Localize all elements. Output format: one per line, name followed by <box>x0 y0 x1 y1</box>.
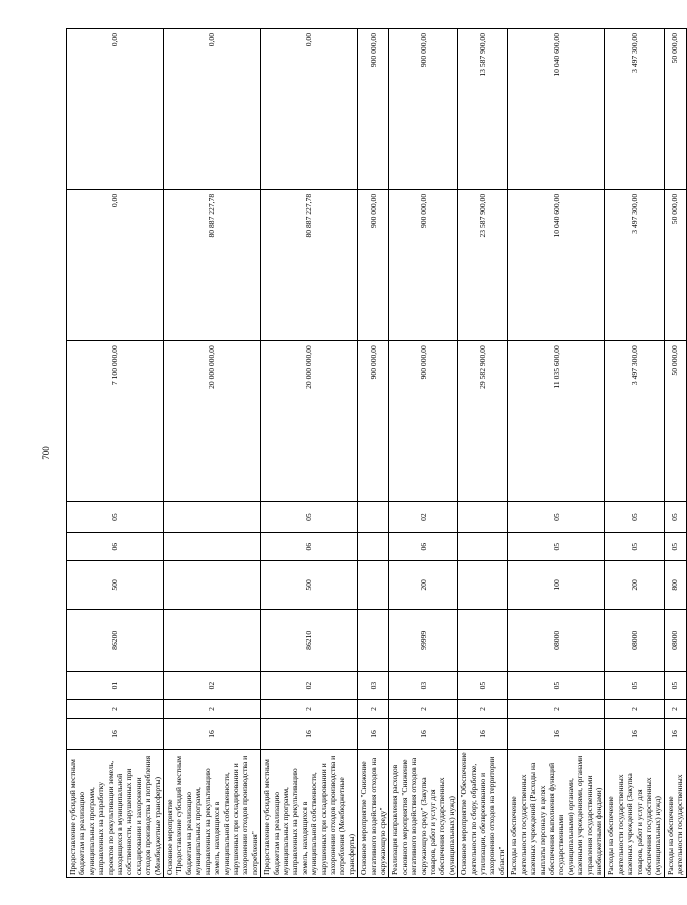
item-name-cell: Предоставление субсидий местным бюджетам на реализацию муниципальных программ, направленных на рекультивацию земель, находящихся в муниципальной собственности, нарушенных при складировании и захоронении отходов производства и потребления (Межбюджетные трансферты) <box>261 750 358 878</box>
code-cell: 200 <box>605 561 664 609</box>
item-name-cell: Реализация направления расходов основного мероприятия "Снижение негативного воздействия отходов на окружающую среду" (Закупка товаров, работ и услуг для обеспечения государственных (муниципальных) нужд) <box>389 750 458 878</box>
amount-cell: 10 040 600,00 <box>508 189 605 340</box>
code-cell: 16 <box>605 718 664 749</box>
code-cell: 03 <box>389 672 458 700</box>
code-cell: 500 <box>67 561 164 609</box>
code-cell: 16 <box>389 718 458 749</box>
item-name-cell: Расходы на обеспечение деятельности государственных казенных учреждений (Закупка товаров, работ и услуг для обеспечения государственных (муниципальных) нужд) <box>605 750 664 878</box>
code-cell: 16 <box>508 718 605 749</box>
code-cell <box>458 533 508 561</box>
code-cell <box>358 609 389 671</box>
code-cell: 86210 <box>261 609 358 671</box>
table-viewport <box>66 28 685 878</box>
code-cell: 05 <box>508 533 605 561</box>
code-cell: 2 <box>508 700 605 719</box>
code-cell <box>358 561 389 609</box>
code-cell: 02 <box>389 501 458 532</box>
code-cell: 05 <box>67 501 164 532</box>
code-cell: 86200 <box>67 609 164 671</box>
code-cell: 2 <box>664 700 686 719</box>
amount-cell: 900 000,00 <box>389 341 458 502</box>
code-cell: 05 <box>605 672 664 700</box>
code-cell: 01 <box>67 672 164 700</box>
amount-cell: 50 000,00 <box>664 341 686 502</box>
code-cell: 16 <box>358 718 389 749</box>
amount-cell: 3 497 300,00 <box>605 189 664 340</box>
code-cell: 200 <box>389 561 458 609</box>
amount-cell: 900 000,00 <box>358 189 389 340</box>
table-row <box>605 29 664 878</box>
code-cell <box>164 561 261 609</box>
amount-cell: 11 035 600,00 <box>508 341 605 502</box>
amount-cell: 80 887 227,78 <box>261 189 358 340</box>
item-name-cell: Предоставление субсидий местным бюджетам на реализацию муниципальных программ, направленных на разработку проектов по рекультивации земель, находящихся в муниципальной собственности, нарушенных при складировании и захоронении отходов производства и потребления (Межбюджетные трансферты) <box>67 750 164 878</box>
code-cell: 2 <box>261 700 358 719</box>
code-cell: 16 <box>261 718 358 749</box>
table-row <box>458 29 508 878</box>
code-cell <box>164 501 261 532</box>
code-cell: 08000 <box>605 609 664 671</box>
amount-cell: 900 000,00 <box>389 189 458 340</box>
code-cell <box>458 501 508 532</box>
code-cell: 05 <box>261 501 358 532</box>
amount-cell: 50 000,00 <box>664 189 686 340</box>
code-cell: 03 <box>358 672 389 700</box>
code-cell: 02 <box>261 672 358 700</box>
item-name-cell: Основное мероприятие "Снижение негативного воздействия отходов на окружающую среду" <box>358 750 389 878</box>
table-row <box>664 29 686 878</box>
amount-cell: 900 000,00 <box>389 29 458 190</box>
page-number: 700 <box>41 446 51 460</box>
amount-cell: 13 587 900,00 <box>458 29 508 190</box>
item-name-cell: Основное мероприятие "Предоставление субсидий местным бюджетам на реализацию муниципальных программ, направленных на рекультивацию земель, находящихся в муниципальной собственности, нарушенных при складировании и захоронении отходов производства и потребления" <box>164 750 261 878</box>
code-cell: 05 <box>664 533 686 561</box>
amount-cell: 29 582 900,00 <box>458 341 508 502</box>
code-cell: 02 <box>164 672 261 700</box>
code-cell <box>458 561 508 609</box>
table-row <box>67 29 164 878</box>
amount-cell: 7 100 000,00 <box>67 341 164 502</box>
amount-cell: 3 497 300,00 <box>605 341 664 502</box>
amount-cell: 23 587 900,00 <box>458 189 508 340</box>
amount-cell: 10 040 600,00 <box>508 29 605 190</box>
code-cell: 2 <box>358 700 389 719</box>
code-cell: 16 <box>67 718 164 749</box>
item-name-cell: Расходы на обеспечение деятельности государственных казенных учреждений (Расходы на выплаты персоналу в целях обеспечения выполнения функций государственными (муниципальными) органами, казенными учреждениями, органами управления государственными внебюджетными фондами) <box>508 750 605 878</box>
code-cell <box>458 609 508 671</box>
amount-cell: 20 000 000,00 <box>164 341 261 502</box>
table-row <box>261 29 358 878</box>
code-cell: 500 <box>261 561 358 609</box>
amount-cell: 20 000 000,00 <box>261 341 358 502</box>
table-body <box>67 29 687 878</box>
code-cell: 2 <box>605 700 664 719</box>
code-cell <box>358 533 389 561</box>
code-cell: 05 <box>508 672 605 700</box>
amount-cell: 900 000,00 <box>358 341 389 502</box>
amount-cell: 0,00 <box>67 29 164 190</box>
code-cell: 16 <box>458 718 508 749</box>
code-cell: 05 <box>458 672 508 700</box>
code-cell: 06 <box>389 533 458 561</box>
table-row <box>389 29 458 878</box>
code-cell: 05 <box>664 501 686 532</box>
code-cell <box>164 609 261 671</box>
code-cell <box>164 533 261 561</box>
code-cell: 06 <box>261 533 358 561</box>
code-cell: 100 <box>508 561 605 609</box>
amount-cell: 50 000,00 <box>664 29 686 190</box>
budget-table <box>66 28 687 878</box>
code-cell: 05 <box>605 533 664 561</box>
code-cell: 99999 <box>389 609 458 671</box>
table-row <box>358 29 389 878</box>
code-cell: 2 <box>458 700 508 719</box>
amount-cell: 900 000,00 <box>358 29 389 190</box>
amount-cell: 0,00 <box>67 189 164 340</box>
amount-cell: 3 497 300,00 <box>605 29 664 190</box>
amount-cell: 0,00 <box>261 29 358 190</box>
item-name-cell: Расходы на обеспечение деятельности государственных <box>664 750 686 878</box>
amount-cell: 0,00 <box>164 29 261 190</box>
code-cell: 05 <box>605 501 664 532</box>
code-cell: 16 <box>664 718 686 749</box>
table-row <box>508 29 605 878</box>
code-cell <box>358 501 389 532</box>
code-cell: 2 <box>389 700 458 719</box>
code-cell: 06 <box>67 533 164 561</box>
table-row <box>164 29 261 878</box>
code-cell: 08000 <box>508 609 605 671</box>
code-cell: 16 <box>164 718 261 749</box>
code-cell: 05 <box>664 672 686 700</box>
code-cell: 2 <box>164 700 261 719</box>
code-cell: 05 <box>508 501 605 532</box>
code-cell: 800 <box>664 561 686 609</box>
amount-cell: 80 887 227,78 <box>164 189 261 340</box>
item-name-cell: Основное мероприятие "Обеспечение деятельности по сбору, обработке, утилизации, обезвреживанию и захоронению отходов на территории области" <box>458 750 508 878</box>
code-cell: 2 <box>67 700 164 719</box>
code-cell: 08000 <box>664 609 686 671</box>
